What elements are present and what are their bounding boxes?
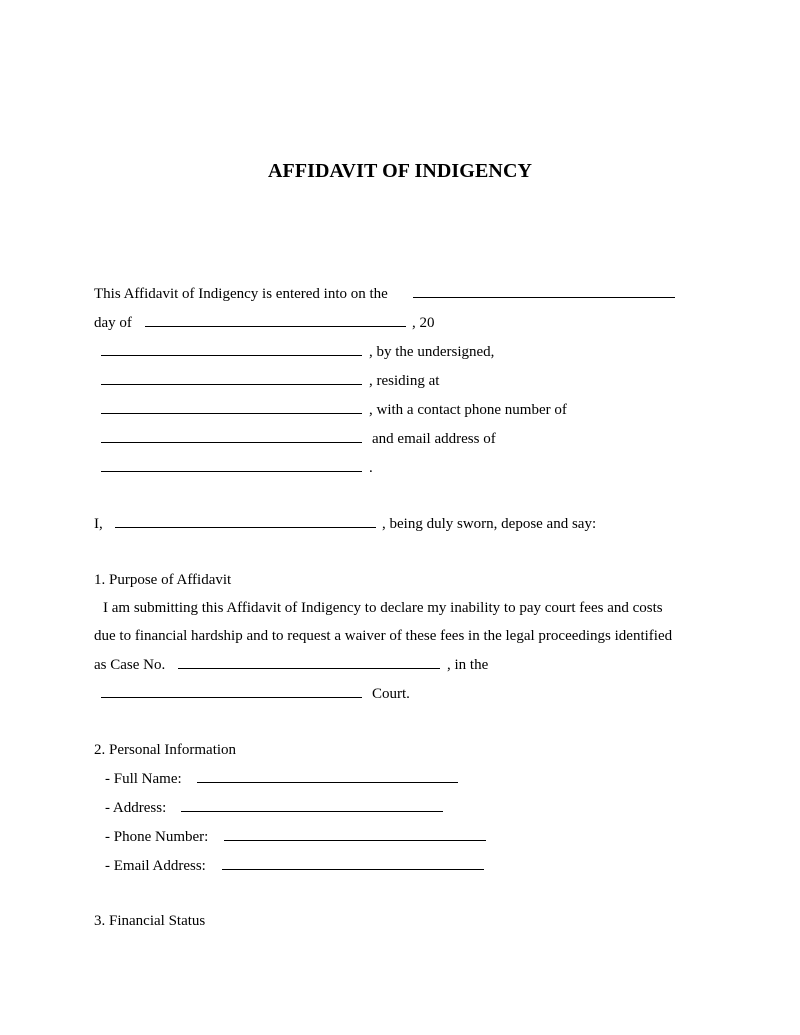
case-number-blank[interactable]: [178, 668, 440, 669]
email-blank[interactable]: [101, 442, 362, 443]
contact-phone-label: , with a contact phone number of: [369, 402, 567, 418]
phone-blank[interactable]: [224, 840, 486, 841]
email-address-label: and email address of: [372, 431, 496, 447]
phone-number-label: - Phone Number:: [105, 829, 209, 845]
year-prefix: , 20: [412, 315, 435, 331]
document-title: AFFIDAVIT OF INDIGENCY: [267, 160, 533, 182]
by-undersigned-label: , by the undersigned,: [369, 344, 495, 360]
oath-prefix: I,: [94, 516, 103, 532]
oath-suffix: , being duly sworn, depose and say:: [382, 516, 597, 532]
purpose-paragraph-line-1: I am submitting this Affidavit of Indigency to declare my inability to pay court fees and costs: [103, 600, 663, 616]
section-1-heading: 1. Purpose of Affidavit: [94, 572, 232, 588]
month-blank[interactable]: [145, 326, 406, 327]
full-name-label: - Full Name:: [105, 771, 182, 787]
email-address-blank[interactable]: [222, 869, 484, 870]
affiant-name-blank[interactable]: [115, 527, 376, 528]
email-address-label: - Email Address:: [105, 858, 206, 874]
address-label: - Address:: [105, 800, 167, 816]
address-blank[interactable]: [181, 811, 443, 812]
case-no-label: as Case No.: [94, 657, 166, 673]
undersigned-name-blank[interactable]: [101, 355, 362, 356]
section-3-heading: 3. Financial Status: [94, 913, 206, 929]
court-name-blank[interactable]: [101, 697, 362, 698]
day-of-label: day of: [94, 315, 132, 331]
section-2-heading: 2. Personal Information: [94, 742, 237, 758]
residence-blank[interactable]: [101, 384, 362, 385]
intro-period: .: [369, 460, 373, 476]
residing-at-label: , residing at: [369, 373, 440, 389]
phone-number-blank[interactable]: [101, 413, 362, 414]
date-day-blank[interactable]: [413, 297, 675, 298]
in-the-label: , in the: [447, 657, 489, 673]
purpose-paragraph-line-2: due to financial hardship and to request a waiver of these fees in the legal proceedings identified: [94, 628, 673, 644]
intro-line-1: This Affidavit of Indigency is entered into on the: [94, 286, 388, 302]
email-value-blank[interactable]: [101, 471, 362, 472]
court-label: Court.: [372, 686, 410, 702]
full-name-blank[interactable]: [197, 782, 458, 783]
